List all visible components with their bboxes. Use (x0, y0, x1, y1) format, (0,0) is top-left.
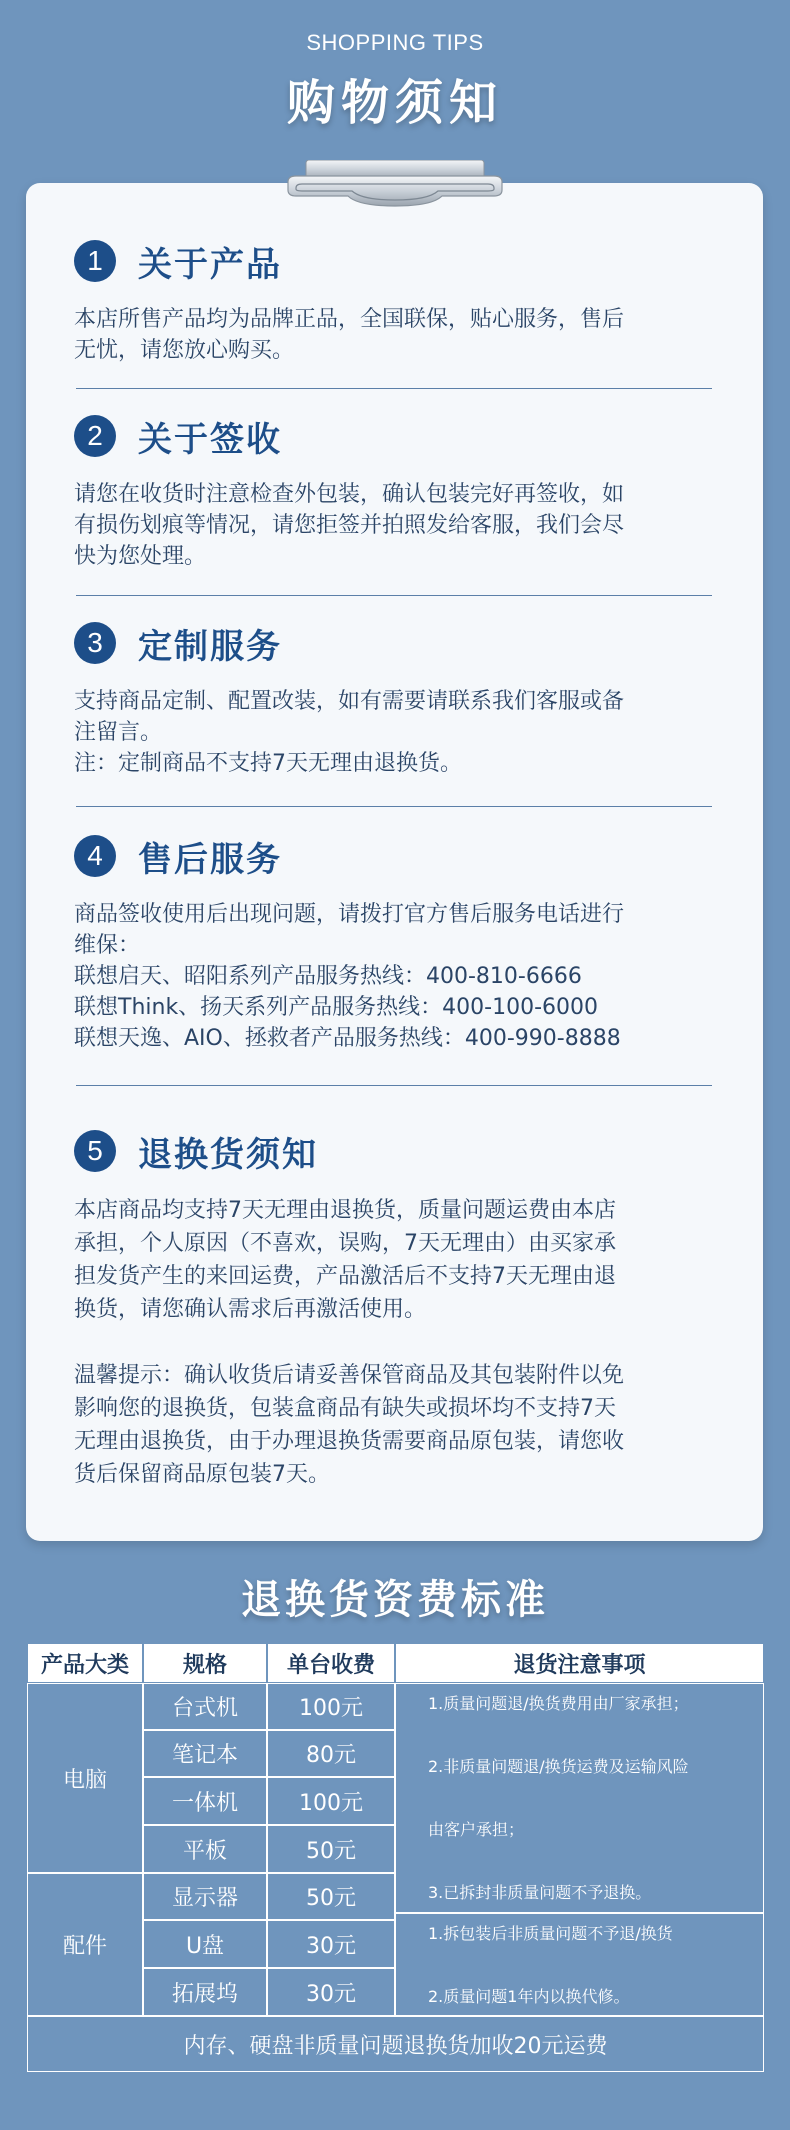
hotline-line: 联想天逸、AIO、拯救者产品服务热线：400-990-8888 (74, 1026, 621, 1051)
table-footer-note: 内存、硬盘非质量问题退换货加收20元运费 (27, 2016, 764, 2072)
section-text-line: 换货，请您确认需求后再激活使用。 (74, 1297, 427, 1322)
section-custom (74, 620, 724, 779)
note-line: 3.已拆封非质量问题不予退换。 (428, 1883, 652, 1902)
spec-cell: 拓展坞 (143, 1968, 267, 2016)
fee-cell: 30元 (267, 1968, 395, 2016)
note-line: 1.拆包装后非质量问题不予退/换货 (428, 1923, 673, 1943)
section-signing (74, 413, 724, 572)
tip-text-line: 温馨提示：确认收货后请妥善保管商品及其包装附件以免 (74, 1363, 625, 1388)
section-text-line: 承担，个人原因（不喜欢，误购，7天无理由）由买家承 (74, 1231, 616, 1256)
spec-cell: 笔记本 (143, 1730, 267, 1777)
fee-cell: 100元 (267, 1683, 395, 1730)
fee-table (27, 1643, 764, 2081)
page-header (0, 30, 790, 133)
note-line: 由客户承担； (428, 1820, 525, 1839)
section-spacer (74, 1326, 724, 1359)
tip-text-line: 货后保留商品原包装7天。 (74, 1462, 330, 1487)
fee-cell: 50元 (267, 1825, 395, 1873)
table-header-spec: 规格 (143, 1643, 267, 1683)
clipboard-clip-icon (282, 160, 508, 210)
fee-cell: 50元 (267, 1873, 395, 1920)
spec-cell: 显示器 (143, 1873, 267, 1920)
fee-section-title: 退换货资费标准 (241, 1577, 549, 1623)
category-cell: 配件 (27, 1873, 143, 2016)
category-cell: 电脑 (27, 1683, 143, 1873)
section-title: 关于产品 (138, 244, 282, 285)
section-title: 退换货须知 (138, 1134, 318, 1175)
spec-cell: 一体机 (143, 1777, 267, 1825)
section-text-line: 商品签收使用后出现问题，请拨打官方售后服务电话进行 (74, 902, 625, 927)
header-title: 购物须知 (286, 75, 503, 131)
table-header-fee: 单台收费 (267, 1643, 395, 1683)
notes-cell (395, 1913, 764, 2016)
table-header-notes: 退货注意事项 (395, 1643, 764, 1683)
section-title: 售后服务 (138, 839, 282, 880)
section-text-line: 请您在收货时注意检查外包装，确认包装完好再签收，如 (74, 482, 625, 507)
section-divider (76, 388, 712, 389)
section-text-line: 注：定制商品不支持7天无理由退换货。 (74, 751, 462, 776)
section-text-line: 本店商品均支持7天无理由退换货，质量问题运费由本店 (74, 1198, 616, 1223)
section-text-line: 支持商品定制、配置改装，如有需要请联系我们客服或备 (74, 689, 625, 714)
table-header-category: 产品大类 (27, 1643, 143, 1683)
section-text-line: 快为您处理。 (74, 544, 207, 569)
section-number-badge: 2 (74, 415, 116, 457)
section-number-badge: 4 (74, 835, 116, 877)
section-text-line: 注留言。 (74, 720, 163, 745)
note-line: 1.质量问题退/换货费用由厂家承担； (428, 1694, 689, 1713)
fee-cell: 80元 (267, 1730, 395, 1777)
section-number-badge: 3 (74, 622, 116, 664)
section-product (74, 238, 724, 366)
fee-cell: 100元 (267, 1777, 395, 1825)
notes-cell (395, 1683, 764, 1913)
section-title: 定制服务 (138, 626, 282, 667)
section-text-line: 维保： (74, 933, 141, 958)
section-aftersales (74, 833, 724, 1054)
section-divider (76, 595, 712, 596)
tip-text-line: 影响您的退换货，包装盒商品有缺失或损坏均不支持7天 (74, 1396, 616, 1421)
section-title: 关于签收 (138, 419, 282, 460)
spec-cell: U盘 (143, 1920, 267, 1968)
header-subtitle: SHOPPING TIPS (306, 30, 484, 55)
section-text-line: 本店所售产品均为品牌正品，全国联保，贴心服务，售后 (74, 307, 625, 332)
note-line: 2.质量问题1年内以换代修。 (428, 1986, 630, 2006)
spec-cell: 平板 (143, 1825, 267, 1873)
section-number-badge: 5 (74, 1130, 116, 1172)
section-divider (76, 806, 712, 807)
section-text-line: 担发货产生的来回运费，产品激活后不支持7天无理由退 (74, 1264, 616, 1289)
section-text-line: 有损伤划痕等情况，请您拒签并拍照发给客服，我们会尽 (74, 513, 625, 538)
spec-cell: 台式机 (143, 1683, 267, 1730)
hotline-line: 联想启天、昭阳系列产品服务热线：400-810-6666 (74, 964, 582, 989)
section-divider (76, 1085, 712, 1086)
hotline-line: 联想Think、扬天系列产品服务热线：400-100-6000 (74, 995, 599, 1020)
section-number-badge: 1 (74, 240, 116, 282)
fee-cell: 30元 (267, 1920, 395, 1968)
note-line: 2.非质量问题退/换货运费及运输风险 (428, 1757, 689, 1776)
tips-card (26, 183, 763, 1541)
section-text-line: 无忧，请您放心购买。 (74, 338, 295, 363)
tip-text-line: 无理由退换货，由于办理退换货需要商品原包装，请您收 (74, 1429, 625, 1454)
section-returns (74, 1128, 724, 1491)
